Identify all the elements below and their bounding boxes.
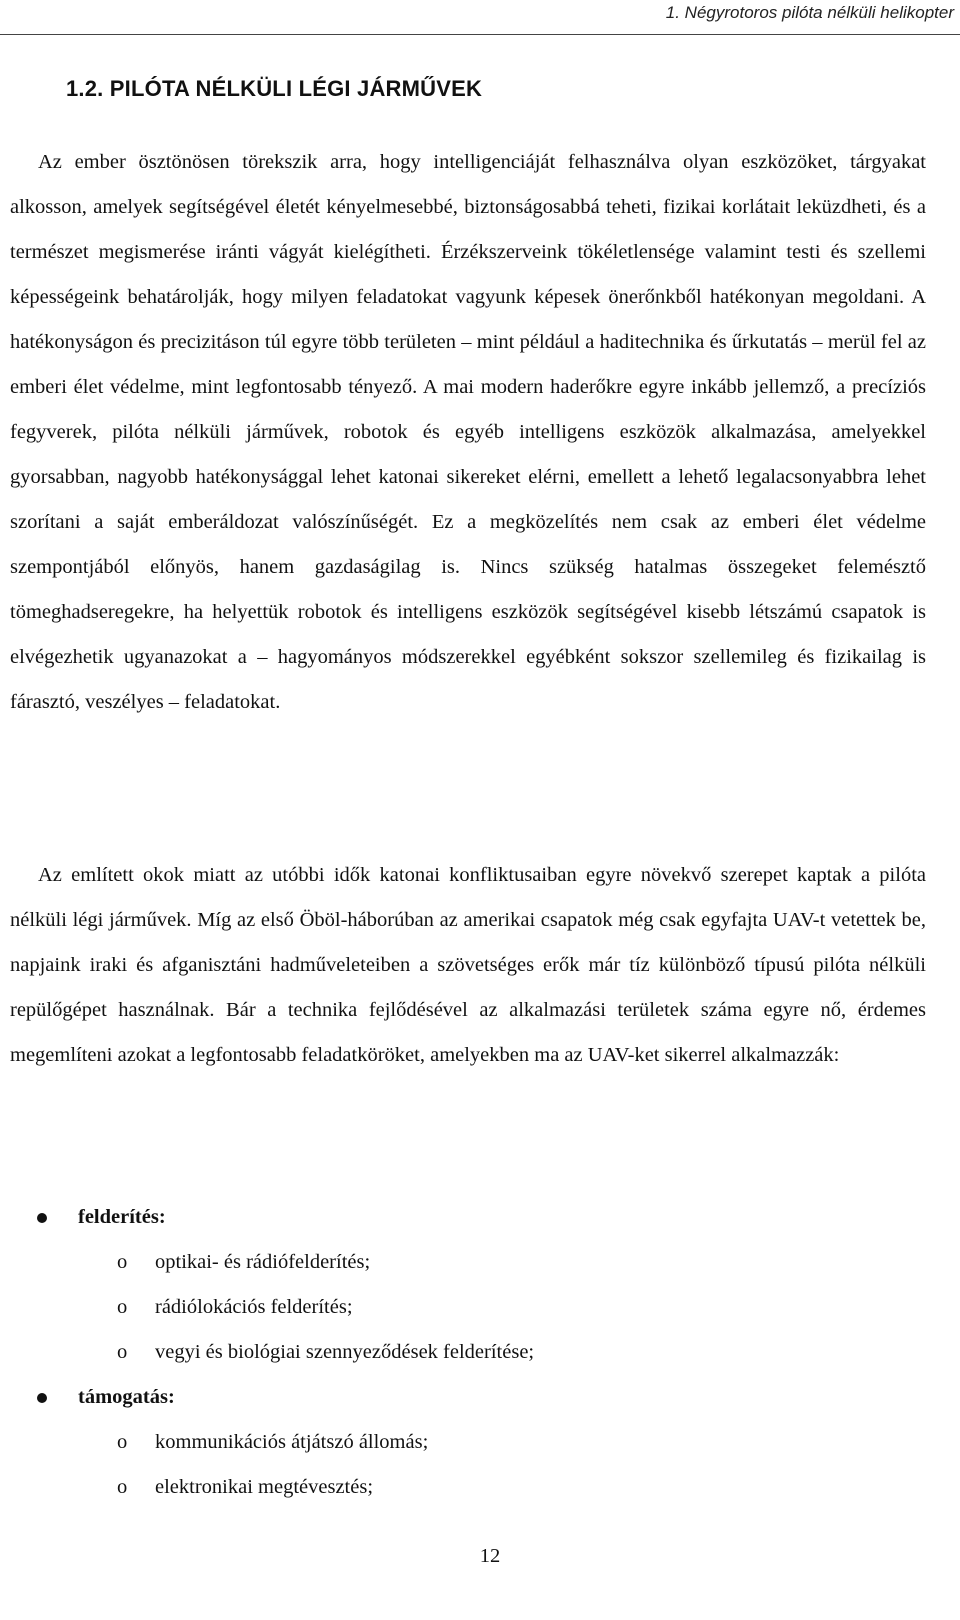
sub-list-item-text: optikai- és rádiófelderítés;	[155, 1251, 371, 1273]
sub-bullet-icon: o	[117, 1476, 128, 1498]
sub-list-item-text: vegyi és biológiai szennyeződések felderítése;	[155, 1341, 535, 1363]
sub-list	[0, 1240, 940, 1375]
sub-list-item-text: kommunikációs átjátszó állomás;	[155, 1431, 429, 1453]
bullet-icon	[37, 1213, 47, 1223]
sub-list-item	[0, 1465, 940, 1510]
sub-list	[0, 1420, 940, 1510]
list-item-support	[0, 1375, 940, 1510]
sub-bullet-icon: o	[117, 1341, 128, 1363]
list-item-label: felderítés:	[78, 1206, 166, 1228]
task-list	[0, 1195, 940, 1510]
body-paragraph-1: Az ember ösztönösen törekszik arra, hogy intelligenciáját felhasználva olyan eszközöket, tárgyakat alkosson, amelyek segítségével életét kényelmesebbé, biztonságosabbá teheti, fizikai korlátait leküzdheti, és a természet megismerése iránti vágyát kielégítheti. Érzékszerveink tökéletlensége valamint testi és szellemi képességeink behatárolják, hogy milyen feladatokat vagyunk képesek önerőnkből hatékonyan megoldani. A hatékonyságon és precizitáson túl egyre több területen – mint például a haditechnika és űrkutatás – merül fel az emberi élet védelme, mint legfontosabb tényező. A mai modern haderőkre egyre inkább jellemző, a precíziós fegyverek, pilóta nélküli járművek, robotok és egyéb intelligens eszközök alkalmazása, amelyekkel gyorsabban, nagyobb hatékonysággal lehet katonai sikereket elérni, emellett a lehető legalacsonyabbra lehet szorítani a saját emberáldozat valószínűségét. Ez a megközelítés nem csak az emberi élet védelme szempontjából előnyös, hanem gazdaságilag is. Nincs szükség hatalmas összegeket felemésztő tömeghadseregekre, ha helyettük robotok és intelligens eszközök segítségével kisebb létszámú csapatok is elvégezhetik ugyanazokat a – hagyományos módszerekkel egyébként sokszor szellemileg és fizikailag is fárasztó, veszélyes – feladatokat.	[10, 151, 926, 713]
sub-list-item	[0, 1285, 940, 1330]
sub-list-item	[0, 1420, 940, 1465]
list-item-label: támogatás:	[78, 1386, 175, 1408]
running-header: 1. Négyrotoros pilóta nélküli helikopter	[665, 3, 954, 22]
list-item-reconnaissance	[0, 1195, 940, 1375]
page-number: 12	[479, 1545, 501, 1567]
sub-list-item	[0, 1240, 940, 1285]
sub-bullet-icon: o	[117, 1296, 128, 1318]
bullet-icon	[37, 1393, 47, 1403]
sub-bullet-icon: o	[117, 1251, 128, 1273]
sub-bullet-icon: o	[117, 1431, 128, 1453]
body-paragraph-2: Az említett okok miatt az utóbbi idők katonai konfliktusaiban egyre növekvő szerepet kaptak a pilóta nélküli légi járművek. Míg az első Öböl-háborúban az amerikai csapatok még csak egyfajta UAV-t vetettek be, napjaink iraki és afganisztáni hadműveleteiben a szövetséges erők már tíz különböző típusú pilóta nélküli repülőgépet használnak. Bár a technika fejlődésével az alkalmazási területek száma egyre nő, érdemes megemlíteni azokat a legfontosabb feladatköröket, amelyekben ma az UAV-ket sikerrel alkalmazzák:	[10, 864, 926, 1066]
sub-list-item-text: elektronikai megtévesztés;	[155, 1476, 374, 1498]
sub-list-item-text: rádiólokációs felderítés;	[155, 1296, 353, 1318]
section-title: 1.2. PILÓTA NÉLKÜLI LÉGI JÁRMŰVEK	[66, 76, 483, 101]
header-divider	[0, 34, 960, 35]
sub-list-item	[0, 1330, 940, 1375]
